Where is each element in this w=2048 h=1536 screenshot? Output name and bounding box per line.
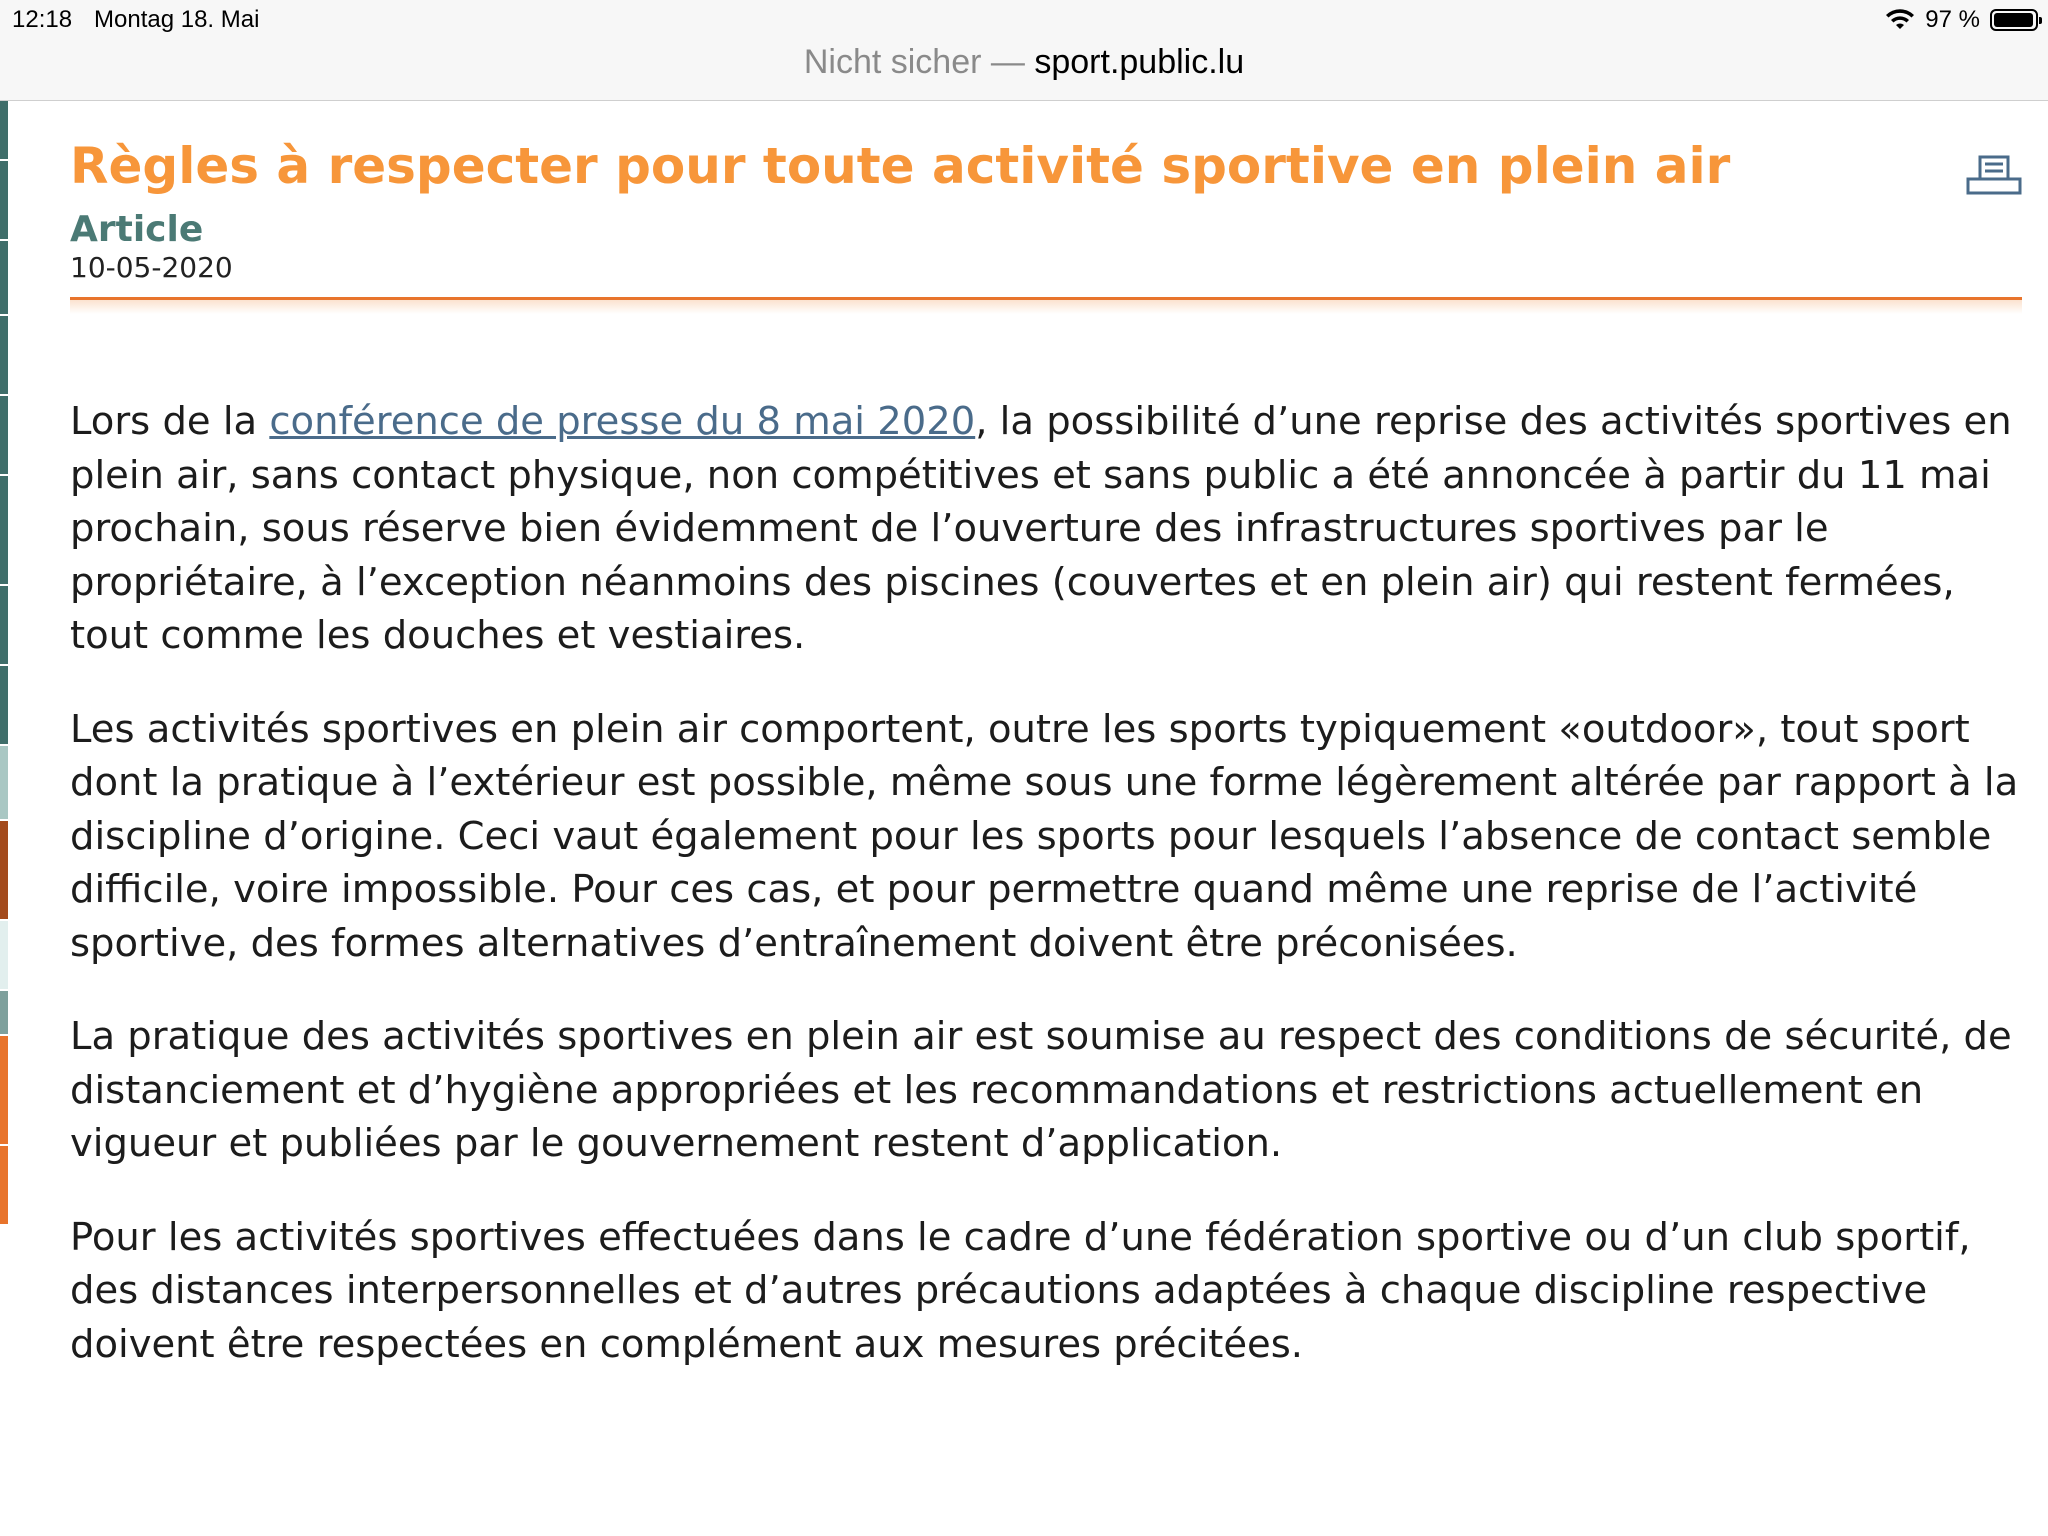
paragraph-2: Les activités sportives en plein air comportent, outre les sports typiquement «outdoor», tout sport dont la pratique à l’extérieur est possible, même sous une forme légèrement altérée par rapport à la discipline d’origine. Ceci vaut également pour les sports pour lesquels l’absence de contact semble difficile, voire impossible. Pour ces cas, et pour permettre quand même une reprise de l’activité sportive, des formes alternatives d’entraînement doivent être préconisées. xyxy=(70,706,2019,966)
strip-segment xyxy=(0,241,8,316)
strip-segment xyxy=(0,396,8,476)
strip-segment xyxy=(0,586,8,666)
address-bar[interactable] xyxy=(0,40,2048,101)
strip-segment xyxy=(0,666,8,746)
status-date: Montag 18. Mai xyxy=(94,6,260,33)
divider-shadow xyxy=(70,300,2022,314)
paragraph-1-start: Lors de la xyxy=(70,399,270,444)
strip-segment xyxy=(0,921,8,991)
paragraph-1-end: , la possibilité d’une reprise des activités sportives en plein air, sans contact physique, non compétitives et sans public a été annoncée à partir du 11 mai prochain, sous réserve bien évidemment de l’ouverture des infrastructures sportives par le propriétaire, à l’exception néanmoins des piscines (couvertes et en plein air) qui restent fermées, tout comme les douches et vestiaires. xyxy=(70,399,2012,658)
strip-segment xyxy=(0,991,8,1036)
strip-segment xyxy=(0,1036,8,1146)
strip-segment xyxy=(0,746,8,821)
status-time: 12:18 xyxy=(12,6,73,33)
print-icon[interactable] xyxy=(1966,153,2022,197)
strip-segment xyxy=(0,161,8,241)
wifi-icon xyxy=(1885,9,1915,31)
page-title: Règles à respecter pour toute activité sportive en plein air xyxy=(70,137,1731,195)
press-conference-link[interactable]: conférence de presse du 8 mai 2020 xyxy=(269,399,976,444)
battery-percent: 97 % xyxy=(1925,6,1980,33)
strip-segment xyxy=(0,316,8,396)
url-domain: sport.public.lu xyxy=(1034,43,1245,81)
paragraph-1 xyxy=(70,395,2022,663)
strip-segment xyxy=(0,1146,8,1226)
article-date: 10-05-2020 xyxy=(70,251,233,284)
security-label: Nicht sicher xyxy=(803,43,982,81)
strip-segment xyxy=(0,476,8,586)
paragraph-4: Pour les activités sportives effectuées dans le cadre d’une fédération sportive ou d’un club sportif, des distances interpersonnelles et d’autres précautions adaptées à chaque discipline respective doivent être respectées en complément aux mesures précitées. xyxy=(70,1214,1971,1367)
article-body xyxy=(70,395,2022,1411)
strip-segment xyxy=(0,821,8,921)
battery-fill xyxy=(1994,13,2033,27)
status-right xyxy=(1885,6,2038,34)
status-bar xyxy=(0,0,2048,40)
battery-icon xyxy=(1990,9,2038,31)
paragraph-3: La pratique des activités sportives en plein air est soumise au respect des conditions de sécurité, de distanciement et d’hygiène appropriées et les recommandations et restrictions actuellement en vigueur et publiées par le gouvernement restent d’application. xyxy=(70,1014,2012,1166)
article-category: Article xyxy=(70,209,204,250)
left-color-strip xyxy=(0,101,8,1536)
strip-segment xyxy=(0,101,8,161)
url-separator: — xyxy=(990,43,1025,81)
